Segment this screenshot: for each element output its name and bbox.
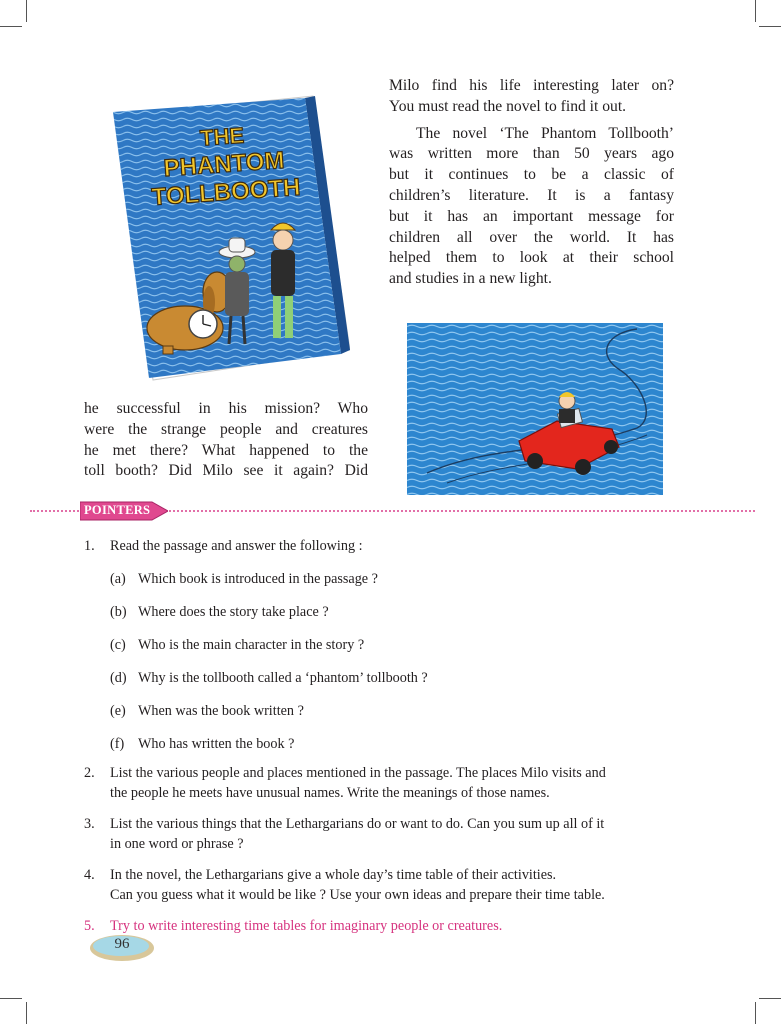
sub-question-text: Where does the story take place ?	[138, 604, 329, 620]
crop-mark	[755, 1002, 756, 1024]
text-line: children all over the world. It has	[389, 228, 674, 246]
sub-question-label: (b)	[110, 604, 127, 620]
page-number: 96	[114, 936, 130, 952]
question-list	[84, 536, 676, 936]
paragraph	[389, 76, 674, 118]
text-line: was written more than 50 years ago	[389, 145, 674, 163]
text-line: and studies in a new light.	[389, 270, 552, 288]
question-line: List the various things that the Lethargarians do or want to do. Can you sum up all of it	[110, 816, 605, 832]
question-1	[84, 536, 676, 556]
text-line: The novel ‘The Phantom Tollbooth’	[416, 124, 674, 142]
crop-mark	[0, 998, 22, 999]
crop-mark	[759, 998, 781, 999]
paragraph	[389, 124, 674, 290]
question-number: 2.	[84, 765, 95, 781]
sub-question	[84, 569, 676, 589]
question-line: List the various people and places mentioned in the passage. The places Milo visits and	[110, 765, 606, 781]
text-line: he met there? What happened to the	[84, 441, 368, 459]
crop-mark	[26, 0, 27, 22]
question-line: the people he meets have unusual names. Write the meanings of those names.	[110, 785, 550, 801]
sub-question	[84, 701, 676, 721]
text-line: but it has an important message for	[389, 207, 674, 225]
crop-mark	[755, 0, 756, 22]
text-line: You must read the novel to find it out.	[389, 97, 627, 115]
pointers-tag	[80, 500, 168, 522]
sub-question-text: Who has written the book ?	[138, 736, 295, 752]
question-number: 5.	[84, 918, 95, 934]
page-number-badge	[88, 931, 156, 963]
sub-question	[84, 635, 676, 655]
left-column-text	[84, 399, 368, 482]
sub-question-label: (f)	[110, 736, 125, 752]
question-number: 4.	[84, 867, 95, 883]
right-column-text	[389, 76, 674, 290]
question-2	[84, 763, 676, 803]
question-text: Read the passage and answer the following :	[110, 538, 363, 554]
sub-question-label: (c)	[110, 637, 126, 653]
sub-question-text: Why is the tollbooth called a ‘phantom’ tollbooth ?	[138, 670, 428, 686]
crop-mark	[0, 26, 22, 27]
sub-question	[84, 734, 676, 754]
text-line: but it continues to be a classic of	[389, 166, 674, 184]
question-3	[84, 814, 676, 854]
svg-text:PHANTOM: PHANTOM	[162, 146, 286, 183]
question-4	[84, 865, 676, 905]
text-line: helped them to look at their school	[389, 249, 674, 267]
text-line: he successful in his mission? Who	[84, 400, 368, 417]
text-line: children’s literature. It is a fantasy	[389, 186, 674, 204]
sub-question-label: (a)	[110, 571, 126, 587]
sub-question-text: Which book is introduced in the passage ?	[138, 571, 378, 587]
sub-question-label: (d)	[110, 670, 127, 686]
question-number: 3.	[84, 816, 95, 832]
sub-question-text: Who is the main character in the story ?	[138, 637, 365, 653]
question-text: Try to write interesting time tables for imaginary people or creatures.	[110, 918, 503, 934]
sub-question-label: (e)	[110, 703, 126, 719]
car-illustration	[407, 323, 663, 495]
text-line: were the strange people and creatures	[84, 420, 368, 438]
question-line: in one word or phrase ?	[110, 836, 244, 852]
question-line: Can you guess what it would be like ? Use your own ideas and prepare their time table.	[110, 887, 605, 903]
question-line: In the novel, the Lethargarians give a whole day’s time table of their activities.	[110, 867, 557, 883]
sub-question	[84, 668, 676, 688]
book-cover-illustration	[105, 88, 350, 388]
pointers-label: POINTERS	[84, 503, 151, 517]
crop-mark	[759, 26, 781, 27]
question-5	[84, 916, 676, 936]
crop-mark	[26, 1002, 27, 1024]
sub-question	[84, 602, 676, 622]
question-number: 1.	[84, 538, 95, 554]
sub-question-text: When was the book written ?	[138, 703, 304, 719]
text-line: toll booth? Did Milo see it again? Did	[84, 462, 368, 480]
svg-text:TOLLBOOTH: TOLLBOOTH	[150, 173, 302, 212]
text-line: Milo find his life interesting later on?	[389, 77, 674, 94]
svg-text:THE: THE	[199, 122, 245, 151]
